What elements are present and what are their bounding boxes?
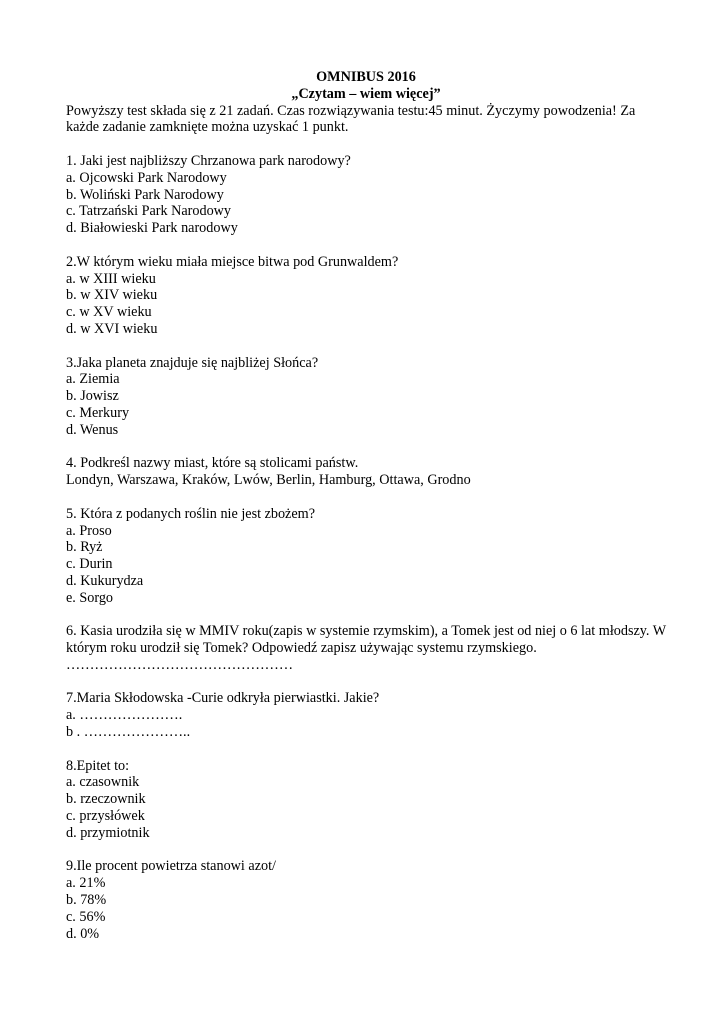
answer-option: c. 56% — [66, 908, 106, 925]
question-text: 4. Podkreśl nazwy miast, które są stolicami państw. — [66, 455, 359, 472]
answer-option: c. Durin — [66, 556, 113, 573]
question-block — [66, 506, 666, 624]
spacer — [66, 489, 666, 506]
question-text: 1. Jaki jest najbliższy Chrzanowa park narodowy? — [66, 152, 351, 169]
answer-option: b. Jowisz — [66, 388, 119, 405]
question-block — [66, 858, 666, 942]
answer-option: b. 78% — [66, 892, 107, 909]
question-text: 6. Kasia urodziła się w MMIV roku(zapis w systemie rzymskim), a Tomek jest od niej o 6 lat młodszy. W którym roku urodził się Tomek? Odpowiedź zapisz używając systemu rzymskiego. — [66, 623, 666, 657]
question-block — [66, 455, 666, 505]
answer-option: a. czasownik — [66, 774, 140, 791]
question-text: 8.Epitet to: — [66, 757, 130, 774]
spacer — [66, 741, 666, 758]
answer-option: c. przysłówek — [66, 808, 145, 825]
document-subtitle: „Czytam – wiem więcej” — [291, 85, 441, 102]
answer-option: a. Ziemia — [66, 371, 120, 388]
document-page — [66, 69, 666, 942]
question-block — [66, 355, 666, 456]
answer-option: a. …………………. — [66, 707, 183, 724]
spacer — [66, 439, 666, 456]
question-text: 2.W którym wieku miała miejsce bitwa pod Grunwaldem? — [66, 253, 399, 270]
answer-option: c. w XV wieku — [66, 304, 152, 321]
answer-option: b. w XIV wieku — [66, 287, 158, 304]
question-text: 9.Ile procent powietrza stanowi azot/ — [66, 858, 276, 875]
spacer — [66, 237, 666, 254]
answer-option: c. Merkury — [66, 404, 130, 421]
spacer — [66, 607, 666, 624]
spacer — [66, 674, 666, 691]
answer-option: a. w XIII wieku — [66, 270, 156, 287]
spacer — [66, 136, 666, 153]
answer-option: Londyn, Warszawa, Kraków, Lwów, Berlin, Hamburg, Ottawa, Grodno — [66, 472, 471, 489]
question-block — [66, 758, 666, 859]
answer-option: b. Woliński Park Narodowy — [66, 186, 224, 203]
question-block — [66, 623, 666, 690]
answer-option: b. rzeczownik — [66, 791, 146, 808]
spacer — [66, 338, 666, 355]
answer-option: d. Kukurydza — [66, 572, 144, 589]
question-list — [66, 153, 666, 942]
answer-option: d. 0% — [66, 925, 100, 942]
question-text: 7.Maria Skłodowska -Curie odkryła pierwiastki. Jakie? — [66, 690, 380, 707]
answer-option: b. Ryż — [66, 539, 103, 556]
answer-option: a. Ojcowski Park Narodowy — [66, 169, 227, 186]
answer-option: d. Białowieski Park narodowy — [66, 220, 238, 237]
question-block — [66, 254, 666, 355]
answer-option: a. 21% — [66, 875, 106, 892]
question-text: 3.Jaka planeta znajduje się najbliżej Słońca? — [66, 354, 319, 371]
document-title: OMNIBUS 2016 — [316, 69, 416, 85]
question-block — [66, 690, 666, 757]
answer-option: ………………………………………… — [66, 656, 293, 673]
answer-option: b . ………………….. — [66, 724, 191, 741]
answer-option: d. w XVI wieku — [66, 320, 158, 337]
answer-option: c. Tatrzański Park Narodowy — [66, 203, 232, 220]
spacer — [66, 842, 666, 859]
answer-option: d. Wenus — [66, 421, 119, 438]
answer-option: a. Proso — [66, 522, 112, 539]
answer-option: d. przymiotnik — [66, 824, 150, 841]
question-text: 5. Która z podanych roślin nie jest zbożem? — [66, 505, 315, 522]
intro-text: Powyższy test składa się z 21 zadań. Czas rozwiązywania testu:45 minut. Życzymy powodzenia! Za każde zadanie zamknięte można uzyskać 1 punkt. — [66, 102, 636, 136]
question-block — [66, 153, 666, 254]
answer-option: e. Sorgo — [66, 589, 114, 606]
